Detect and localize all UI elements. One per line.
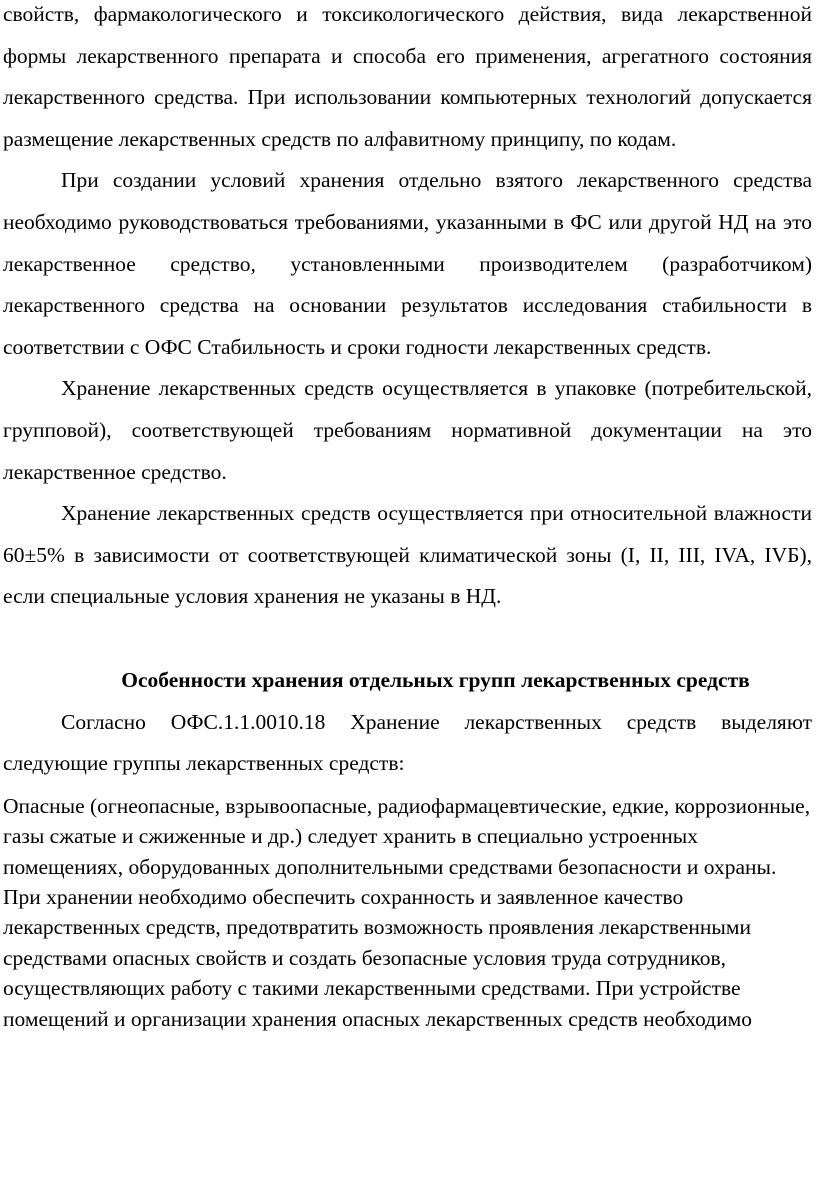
paragraph-groups-intro: Согласно ОФС.1.1.0010.18 Хранение лекарственных средств выделяют следующие группы лекарственных средств: xyxy=(3,709,812,776)
paragraph-packaging: Хранение лекарственных средств осуществляется в упаковке (потребительской, групповой), соответствующей требованиям нормативной документации на это лекарственное средство. xyxy=(3,376,812,484)
paragraph-storage-principles: свойств, фармакологического и токсикологического действия, вида лекарственной формы лекарственного препарата и способа его применения, агрегатного состояния лекарственного средства. При использовании компьютерных технологий допускается размещение лекарственных средств по алфавитному принципу, по кодам. xyxy=(3,2,812,151)
section-heading: Особенности хранения отдельных групп лекарственных средств xyxy=(121,667,750,692)
paragraph-storage-conditions: При создании условий хранения отдельно взятого лекарственного средства необходимо руководствоваться требованиями, указанными в ФС или другой НД на это лекарственное средство, установленными производителем (разработчиком) лекарственного средства на основании результатов исследования стабильности в соответствии с ОФС Стабильность и сроки годности лекарственных средств. xyxy=(3,168,812,359)
paragraph-dangerous-drugs: Опасные (огнеопасные, взрывоопасные, радиофармацевтические, едкие, коррозионные, газы сжатые и сжиженные и др.) следует хранить в специально устроенных помещениях, оборудованных дополнительными средствами безопасности и охраны. При хранении необходимо обеспечить сохранность и заявленное качество лекарственных средств, предотвратить возможность проявления лекарственными средствами опасных свойств и создать безопасные условия труда сотрудников, осуществляющих работу с такими лекарственными средствами. При устройстве помещений и организации хранения опасных лекарственных средств необходимо xyxy=(3,793,811,1031)
paragraph-humidity: Хранение лекарственных средств осуществляется при относительной влажности 60±5% в зависимости от соответствующей климатической зоны (I, II, III, IVA, IVБ), если специальные условия хранения не указаны в НД. xyxy=(3,501,812,609)
